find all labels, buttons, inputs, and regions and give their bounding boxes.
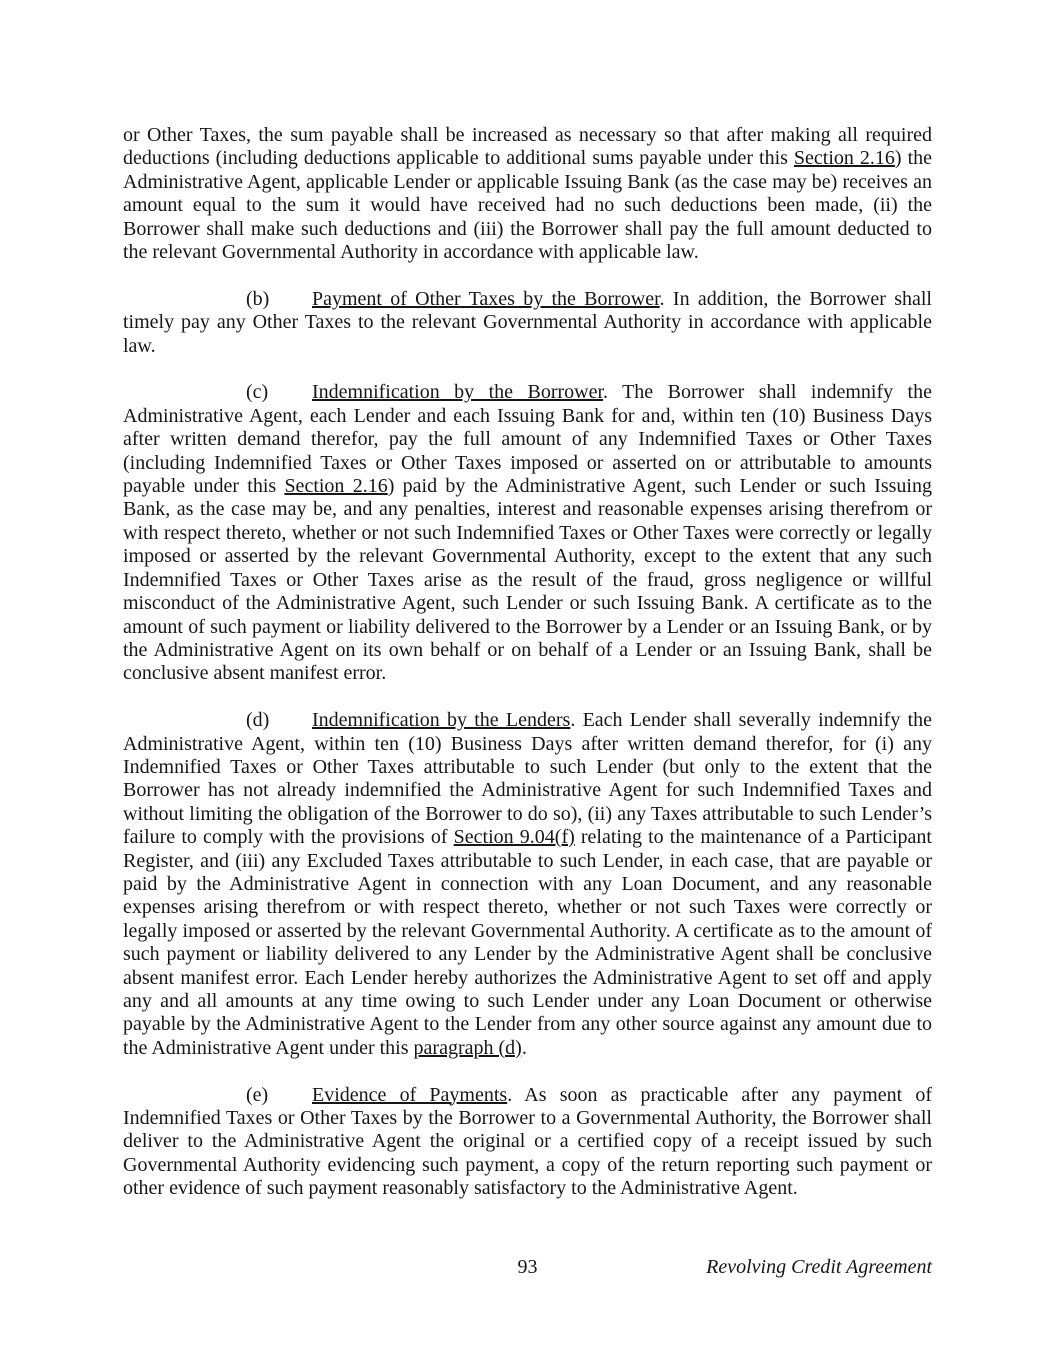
text-segment: ) the Administrative Agent, applicable Lender or applicable Issuing Bank (as the case may be) receives an amount equal to the sum it would have received had no such deductions been made, (ii) the Borrower shall make such deductions and (iii) the Borrower shall pay the full amount deducted to the relevant Governmental Authority in accordance with applicable law. <box>123 147 933 264</box>
underlined-reference: Section 2.16 <box>284 475 388 498</box>
text-segment: . <box>521 1036 527 1059</box>
paragraph-label: (c) <box>246 381 269 404</box>
text-segment: or Other Taxes, the sum payable shall be increased as necessary so that after making all required deductions (including deductions applicable to additional sums payable under this <box>123 124 932 170</box>
text-segment: . Each Lender shall severally indemnify the Administrative Agent, within ten (10) Business Days after written demand therefor, for (i) any Indemnified Taxes or Other Taxes attributable to such Lender (but only to the extent that the Borrower has not already indemnified the Administrative Agent for such Indemnified Taxes and without limiting the obligation of the Borrower to do so), (ii) any Taxes attributable to such Lender’s failure to comply with the provisions of <box>123 709 933 849</box>
underlined-reference: Indemnification by the Borrower <box>312 381 604 404</box>
paragraph-label: (d) <box>246 709 270 732</box>
paragraph-label: (e) <box>246 1083 269 1106</box>
underlined-reference: Evidence of Payments <box>312 1083 508 1106</box>
underlined-reference: Section 2.16 <box>793 147 895 170</box>
document-body <box>123 124 932 1224</box>
underlined-reference: Indemnification by the Lenders <box>312 709 571 732</box>
text-segment: . In addition, the Borrower shall timely pay any Other Taxes to the relevant Governmental Authority in accordance with applicable law. <box>123 287 932 357</box>
text-segment: . As soon as practicable after any payment of Indemnified Taxes or Other Taxes by the Borrower to a Governmental Authority, the Borrower shall deliver to the Administrative Agent the original or a certified copy of a receipt issued by such Governmental Authority evidencing such payment, a copy of the return reporting such payment or other evidence of such payment reasonably satisfactory to the Administrative Agent. <box>123 1083 932 1200</box>
page-footer <box>123 1256 932 1284</box>
underlined-reference: Payment of Other Taxes by the Borrower <box>312 287 660 310</box>
paragraph <box>123 124 932 264</box>
paragraph <box>123 288 932 358</box>
underlined-reference: Section 9.04(f) <box>453 826 575 849</box>
paragraph <box>123 381 932 685</box>
page-number: 93 <box>517 1256 538 1278</box>
text-segment: ) paid by the Administrative Agent, such Lender or such Issuing Bank, as the case may be, and any penalties, interest and reasonable expenses arising therefrom or with respect thereto, whether or not such Indemnified Taxes or Other Taxes were correctly or legally imposed or asserted by the relevant Governmental Authority, except to the extent that any such Indemnified Taxes or Other Taxes arise as the result of the fraud, gross negligence or willful misconduct of the Administrative Agent, such Lender or such Issuing Bank. A certificate as to the amount of such payment or liability delivered to the Borrower by a Lender or an Issuing Bank, or by the Administrative Agent on its own behalf or on behalf of a Lender or an Issuing Bank, shall be conclusive absent manifest error. <box>123 475 932 685</box>
document-title: Revolving Credit Agreement <box>706 1256 932 1278</box>
underlined-reference: paragraph (d) <box>413 1036 522 1059</box>
text-segment: relating to the maintenance of a Participant Register, and (iii) any Excluded Taxes attributable to such Lender, in each case, that are payable or paid by the Administrative Agent in connection with any Loan Document, and any reasonable expenses arising therefrom or with respect thereto, whether or not such Taxes were correctly or legally imposed or asserted by the relevant Governmental Authority. A certificate as to the amount of such payment or liability delivered to any Lender by the Administrative Agent shall be conclusive absent manifest error. Each Lender hereby authorizes the Administrative Agent to set off and apply any and all amounts at any time owing to such Lender under any Loan Document or otherwise payable by the Administrative Agent to the Lender from any other source against any amount due to the Administrative Agent under this <box>123 826 932 1059</box>
text-segment: . The Borrower shall indemnify the Administrative Agent, each Lender and each Issuing Bank for and, within ten (10) Business Days after written demand therefor, pay the full amount of any Indemnified Taxes or Other Taxes (including Indemnified Taxes or Other Taxes imposed or asserted on or attributable to amounts payable under this <box>123 381 932 498</box>
paragraph-label: (b) <box>246 287 270 310</box>
paragraph <box>123 1084 932 1201</box>
paragraph <box>123 709 932 1060</box>
